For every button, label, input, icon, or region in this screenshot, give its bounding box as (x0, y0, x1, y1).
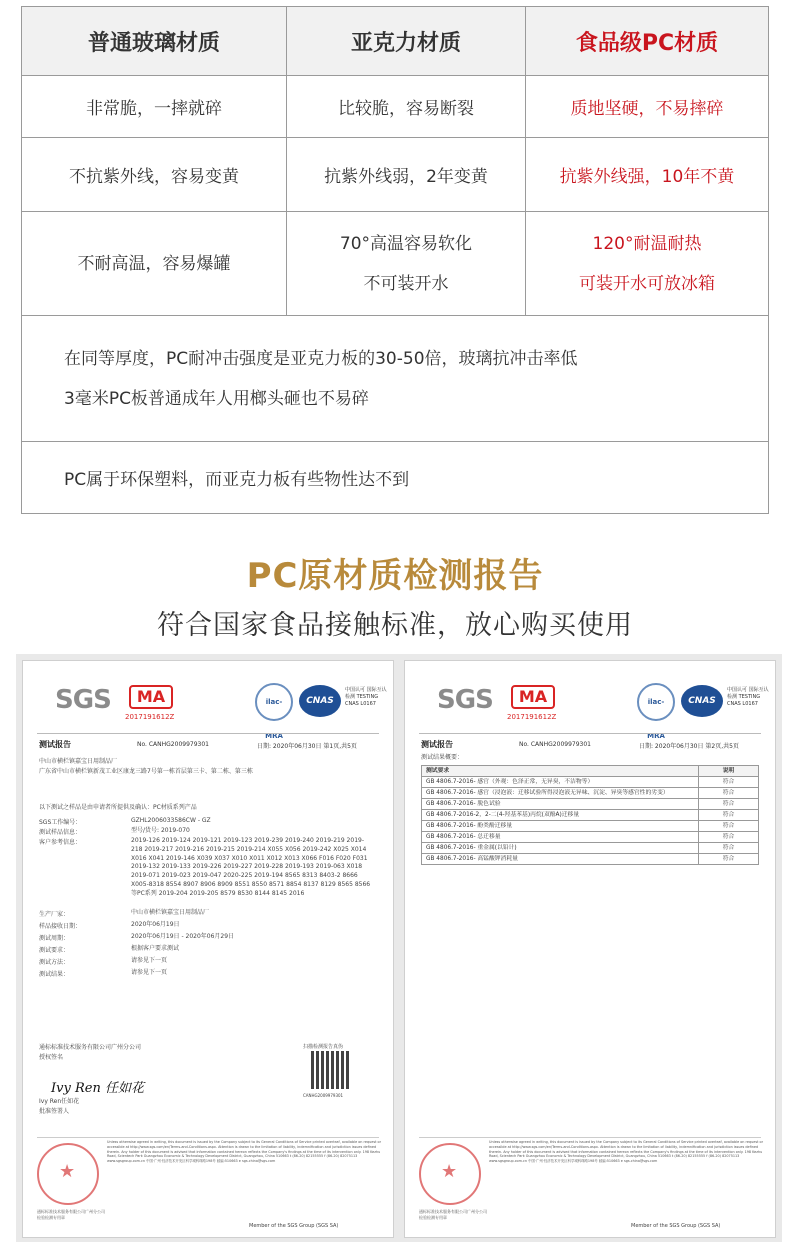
field-label: 测试方法： (39, 959, 70, 966)
note-impact (22, 316, 769, 442)
report-number: No. CANHG2009979301 (519, 741, 591, 748)
results-header-row (422, 766, 759, 777)
table-row (22, 212, 769, 316)
header-pc: 食品级PC材质 (526, 7, 769, 76)
report-footer: Unless otherwise agreed in writing, this document is issued by the Company subject to its General Conditions of Service printed overleaf, available on request or accessible at http://www.sgs.com/en/Terms-and-Conditions.aspx. Attention is drawn to the limitation of liability, indemnification and jurisdiction issues defined therein. Any holder of this document is advised that information contained hereon reflects the Company's findings at the time of its intervention only. 198 Kezhu Road, Scientech Park Guangzhou Economic & Technology Development District, Guangzhou, China 510663 t (86-20) 82155555 f (86-20) 82075113 www.sgsgroup.com.cn 中国·广州·经济技术开发区科学城科珠路198号 邮编:510663 e sgs.china@sgs.com (107, 1140, 381, 1164)
member-text: Member of the SGS Group (SGS SA) (631, 1223, 721, 1229)
report-title: 测试报告 (421, 740, 453, 749)
result-item: GB 4806.7-2016- 重金属(以铅计) (422, 843, 699, 854)
acrylic-heat-line1: 70°高温容易软化 (339, 233, 473, 254)
cma-code: 2017191612Z (507, 713, 557, 721)
report-footer: Unless otherwise agreed in writing, this document is issued by the Company subject to its General Conditions of Service printed overleaf, available on request or accessible at http://www.sgs.com/en/Terms-and-Conditions.aspx. Attention is drawn to the limitation of liability, indemnification and jurisdiction issues defined therein. Any holder of this document is advised that information contained hereon reflects the Company's findings at the time of its intervention only. 198 Kezhu Road, Scientech Park Guangzhou Economic & Technology Development District, Guangzhou, China 510663 t (86-20) 82155555 f (86-20) 82075113 www.sgsgroup.com.cn 中国·广州·经济技术开发区科学城科珠路198号 邮编:510663 e sgs.china@sgs.com (489, 1140, 763, 1164)
sgs-logo: SGS (55, 685, 111, 715)
signer-role: 批准签署人 (39, 1108, 70, 1115)
signature: Ivy Ren 任如花 (51, 1081, 144, 1096)
section-title: PC原材质检测报告 (246, 556, 544, 596)
result-value: 符合 (699, 821, 759, 832)
table-row (422, 777, 759, 788)
ilac-logo: ilac-MRA (637, 683, 675, 721)
report-page-1 (22, 660, 394, 1238)
results-header-req: 测试要求 (422, 766, 699, 777)
result-value: 符合 (699, 788, 759, 799)
cell-glass-brittle: 非常脆，一摔就碎 (22, 76, 287, 138)
auth-label: 授权签名 (39, 1054, 64, 1061)
official-stamp-icon (419, 1143, 481, 1205)
field-label: 测试周期： (39, 935, 70, 942)
result-value: 符合 (699, 832, 759, 843)
result-value: 符合 (699, 810, 759, 821)
result-item: GB 4806.7-2016- 总迁移量 (422, 832, 699, 843)
client-address: 广东省中山市横栏镇新茂工业区康龙三路7号第一栋首层第三卡、第二栋、第三栋 (39, 768, 253, 775)
qr-number: CANHG2009979301 (303, 1093, 344, 1098)
company-name: 通标标准技术服务有限公司广州分公司 (39, 1044, 142, 1051)
pc-heat-line1: 120°耐温耐热 (592, 233, 702, 254)
result-item: GB 4806.7-2016-2，2-二(4-羟基苯基)丙烷(双酚A)迁移量 (422, 810, 699, 821)
cnas-cert-text: 中国认可 国际互认 检测 TESTING CNAS L0167 (345, 687, 387, 707)
section-subtitle: 符合国家食品接触标准，放心购买使用 (157, 610, 633, 641)
client-name: 中山市横栏镇嘉宝日用制品厂 (39, 758, 118, 765)
result-value: 符合 (699, 843, 759, 854)
signer-name: Ivy Ren任如花 (39, 1098, 80, 1105)
result-value: 符合 (699, 777, 759, 788)
qr-code (311, 1051, 349, 1089)
cma-logo: MA (129, 685, 173, 709)
note-row-eco (22, 442, 769, 514)
stamp-caption: 通标标准技术服务有限公司广州分公司 检验检测专用章 (419, 1209, 487, 1220)
member-text: Member of the SGS Group (SGS SA) (249, 1223, 339, 1229)
results-table (421, 765, 759, 865)
table-row (422, 810, 759, 821)
result-value: 符合 (699, 799, 759, 810)
field-value: 中山市横栏镇嘉宝日用制品厂 (131, 909, 210, 916)
result-item: GB 4806.7-2016- 感官（外观：色泽正常，无异臭，不洁物等） (422, 777, 699, 788)
cnas-logo: CNAS (681, 685, 723, 717)
table-row (22, 138, 769, 212)
ilac-logo: ilac-MRA (255, 683, 293, 721)
cnas-cert-text: 中国认可 国际互认 检测 TESTING CNAS L0167 (727, 687, 769, 707)
header-acrylic: 亚克力材质 (287, 7, 526, 76)
field-row (39, 909, 210, 918)
field-label: 测试要求： (39, 947, 70, 954)
cnas-logo: CNAS (299, 685, 341, 717)
cell-pc-hard: 质地坚硬，不易摔碎 (526, 76, 769, 138)
note-impact-line1: 在同等厚度，PC耐冲击强度是亚克力板的30-50倍，玻璃抗冲击率低 (64, 348, 578, 369)
field-label: 生产厂家： (39, 911, 70, 918)
comparison-table (21, 6, 769, 514)
cell-acrylic-heat (287, 212, 526, 316)
sample-intro: 以下测试之样品是由申请者所提供及确认：PC材质系列产品 (39, 804, 197, 811)
report-title: 测试报告 (39, 740, 71, 749)
result-item: GB 4806.7-2016- 酚类酚迁移量 (422, 821, 699, 832)
report-date: 日期: 2020年06月30日 第1页,共5页 (257, 743, 357, 750)
field-row (39, 957, 168, 966)
cma-code: 2017191612Z (125, 713, 175, 721)
note-impact-line2: 3毫米PC板普通成年人用榔头砸也不易碎 (64, 388, 369, 409)
results-header-note: 说明 (699, 766, 759, 777)
sgs-logo: SGS (437, 685, 493, 715)
table-row (422, 788, 759, 799)
field-value: 2020年06月19日 (131, 921, 180, 928)
divider (419, 733, 761, 734)
cell-pc-heat (526, 212, 769, 316)
official-stamp-icon (37, 1143, 99, 1205)
field-label: 样品接收日期： (39, 923, 82, 930)
report-page-2 (404, 660, 776, 1238)
field-row (39, 945, 180, 954)
field-label: 客户参考信息： (39, 839, 82, 846)
pc-heat-line2: 可装开水可放冰箱 (579, 273, 715, 294)
table-row (422, 854, 759, 865)
field-value: 2019-126 2019-124 2019-121 2019-123 2019-239 2019-240 2019-219 2019-218 2019-217 2019-216 2019-215 2019-214 X055 X056 2019-242 X025 X014 X016 X041 2019-146 X039 X037 X010 X011 X012 X013 X066 F016 F020 F031 2019-132 2019-133 2019-226 2019-227 2019-228 2019-193 2019-063 X018 2019-071 2019-023 2019-047 2020-225 2019-194 8565 8313 8403-2 8666 X005-8318 8554 8907 8906 8909 8551 8550 8571 8854 8137 8129 8565 8566 等PC系列 2019-204 2019-205 8579 8530 8144 8145 2016 (131, 837, 371, 897)
table-row (22, 76, 769, 138)
acrylic-heat-line2: 不可装开水 (363, 273, 449, 294)
report-number: No. CANHG2009979301 (137, 741, 209, 748)
table-row (422, 821, 759, 832)
result-item: GB 4806.7-2016- 脱色试验 (422, 799, 699, 810)
divider (37, 733, 379, 734)
footer-divider (419, 1137, 761, 1138)
footer-divider (37, 1137, 379, 1138)
stamp-caption: 通标标准技术服务有限公司广州分公司 检验检测专用章 (37, 1209, 105, 1220)
field-value: 2020年06月19日 - 2020年06月29日 (131, 933, 235, 940)
field-label: SGS工作编号： (39, 819, 82, 826)
field-row (39, 921, 180, 930)
summary-label: 测试结果概要： (421, 754, 464, 761)
field-row (39, 827, 190, 836)
field-value: 请参见下一页 (131, 969, 168, 976)
qr-caption: 扫描检测报告真伪 (303, 1044, 344, 1050)
cell-acrylic-brittle: 比较脆，容易断裂 (287, 76, 526, 138)
field-row (39, 969, 168, 978)
report-date: 日期: 2020年06月30日 第2页,共5页 (639, 743, 739, 750)
table-row (422, 799, 759, 810)
cell-pc-uv: 抗紫外线强，10年不黄 (526, 138, 769, 212)
cell-acrylic-uv: 抗紫外线弱，2年变黄 (287, 138, 526, 212)
cell-glass-uv: 不抗紫外线，容易变黄 (22, 138, 287, 212)
table-row (422, 843, 759, 854)
field-label: 测试结果： (39, 971, 70, 978)
note-eco: PC属于环保塑料，而亚克力板有些物性达不到 (22, 442, 769, 514)
table-row (422, 832, 759, 843)
cma-logo: MA (511, 685, 555, 709)
field-value: 根据客户要求测试 (131, 945, 180, 952)
field-label: 测试样品信息： (39, 829, 82, 836)
result-value: 符合 (699, 854, 759, 865)
header-glass: 普通玻璃材质 (22, 7, 287, 76)
cell-glass-heat: 不耐高温，容易爆罐 (22, 212, 287, 316)
field-row (39, 817, 211, 826)
result-item: GB 4806.7-2016- 感官（浸泡液：迁移试验所得浸泡液无异味、沉淀、异臭等感官性的劣变） (422, 788, 699, 799)
field-row (39, 837, 371, 897)
field-value: GZHL2006033586CW - GZ (131, 817, 211, 824)
table-header-row (22, 7, 769, 76)
field-value: 请参见下一页 (131, 957, 168, 964)
field-row (39, 933, 235, 942)
field-value: 型号/货号: 2019-070 (131, 827, 190, 834)
result-item: GB 4806.7-2016- 高锰酸钾消耗量 (422, 854, 699, 865)
note-row-impact (22, 316, 769, 442)
